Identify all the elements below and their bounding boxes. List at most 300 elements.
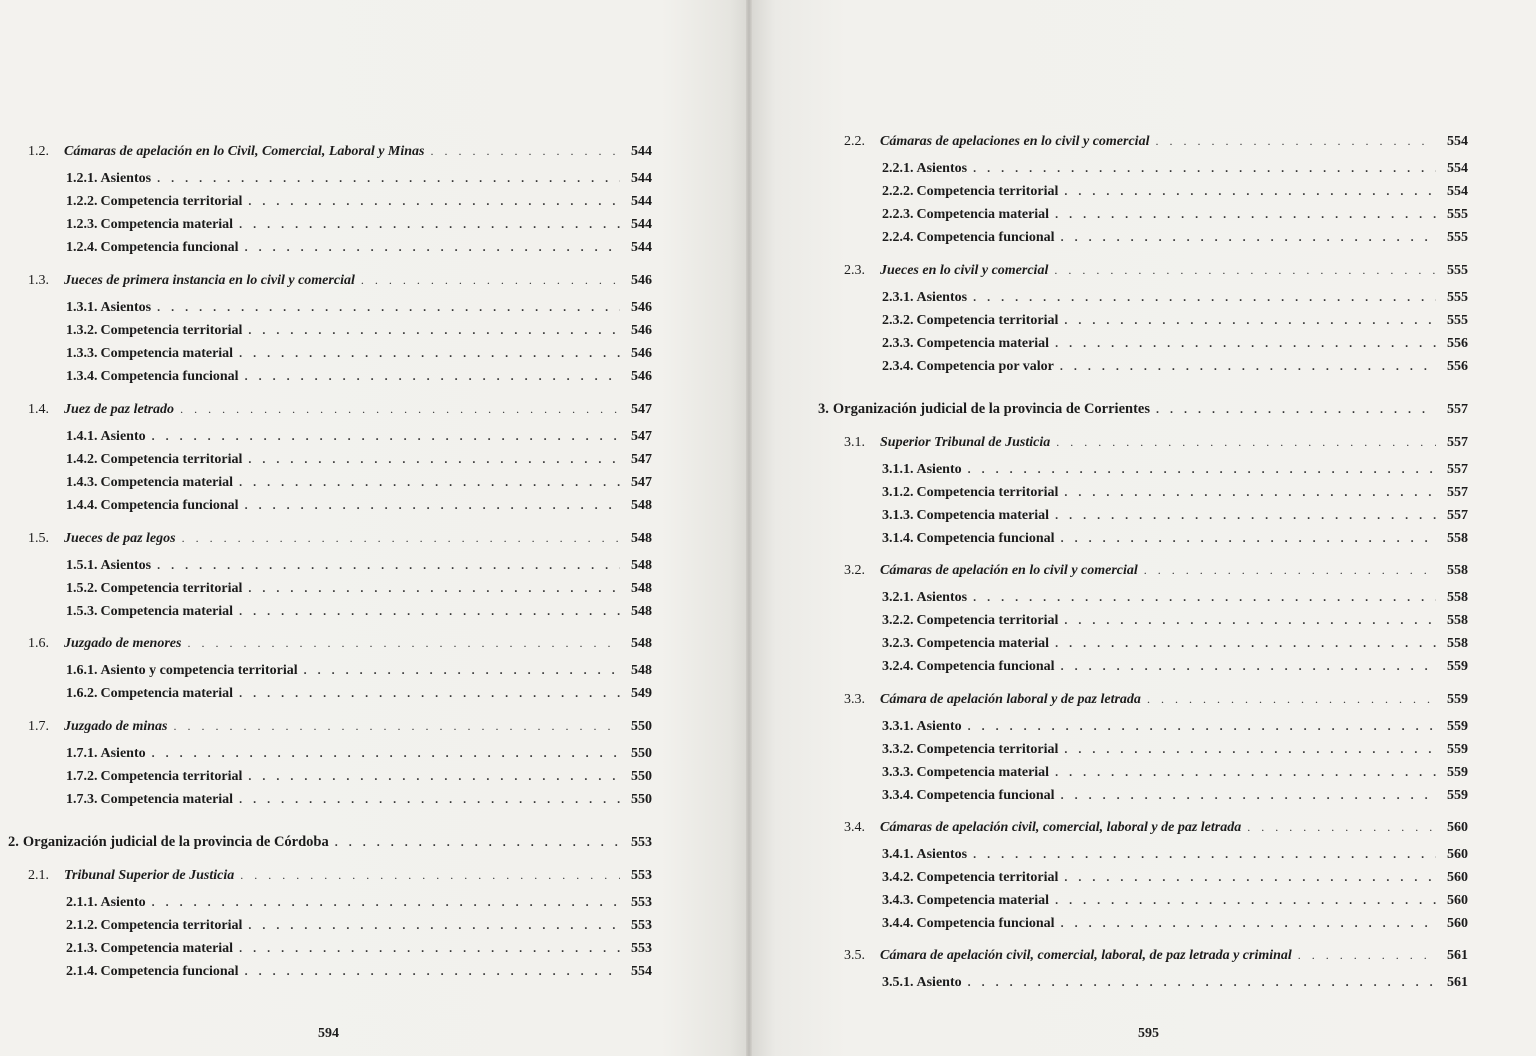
dot-leader [239,342,620,364]
dot-leader [248,914,620,936]
toc-entry [882,632,1468,654]
dot-leader [1061,784,1436,806]
toc-entry [66,448,652,470]
toc-entry-page: 546 [631,346,652,361]
toc-entry-number: 1.3.1. [66,300,98,315]
toc-entry-page: 558 [1447,531,1468,546]
toc-entry [66,342,652,364]
toc-entry-number: 3.1. [844,435,865,450]
toc-entry-title: Competencia territorial [916,613,1059,628]
toc-entry-number: 1.2.3. [66,217,98,232]
toc-entry [882,355,1468,377]
toc-entry-page: 547 [631,429,652,444]
dot-leader [1156,398,1436,420]
toc-entry-page: 550 [631,719,652,734]
toc-entry [882,180,1468,202]
toc-entry-number: 1.4. [28,402,49,417]
dot-leader [1298,944,1436,966]
toc-entry [66,554,652,576]
dot-leader [1064,609,1436,631]
dot-leader [1055,332,1436,354]
toc-entry-number: 1.7.3. [66,792,98,807]
toc-entry-title: Asientos [916,590,968,605]
dot-leader [973,586,1436,608]
dot-leader [1060,355,1436,377]
toc-entry-title: Competencia territorial [100,918,243,933]
dot-leader [335,831,620,853]
toc-entry-page: 553 [631,868,652,883]
dot-leader [1064,309,1436,331]
toc-entry-number: 3.3.1. [882,719,914,734]
toc-entry-title: Competencia territorial [916,184,1059,199]
toc-entry-title: Competencia territorial [916,485,1059,500]
toc-entry [66,742,652,764]
toc-entry-number: 1.4.2. [66,452,98,467]
toc-entry-title: Tribunal Superior de Justicia [64,868,235,883]
toc-entry-page: 544 [631,240,652,255]
dot-leader [239,682,620,704]
toc-entry [66,471,652,493]
toc-entry-title: Competencia por valor [916,359,1054,374]
toc-entry-title: Asiento [916,719,962,734]
toc-entry-title: Competencia territorial [100,769,243,784]
toc-entry-page: 559 [1447,659,1468,674]
toc-entry-number: 3.3. [844,692,865,707]
toc-entry [882,912,1468,934]
toc-entry-number: 2.3. [844,263,865,278]
toc-entry-title: Asientos [916,847,968,862]
dot-leader [304,659,620,681]
toc-entry-title: Competencia funcional [100,498,239,513]
toc-entry-page: 555 [1447,313,1468,328]
toc-entry [66,236,652,258]
toc-entry [882,655,1468,677]
dot-leader [248,190,620,212]
toc-entry-page: 547 [631,452,652,467]
toc-entry-page: 559 [1447,719,1468,734]
dot-leader [157,554,620,576]
toc-entry-title: Juzgado de minas [64,719,168,734]
toc-entry-page: 548 [631,636,652,651]
toc-entry-page: 553 [631,918,652,933]
toc-entry [66,960,652,982]
toc-entry-title: Asiento y competencia territorial [100,663,298,678]
toc-entry [844,431,1468,453]
toc-entry [882,481,1468,503]
toc-entry [66,937,652,959]
dot-leader [245,236,620,258]
toc-entry-number: 2. [8,834,19,850]
toc-entry-page: 550 [631,769,652,784]
toc-entry-number: 1.2.2. [66,194,98,209]
dot-leader [1064,180,1436,202]
dot-leader [1247,816,1436,838]
toc-entry-page: 548 [631,581,652,596]
toc-entry [66,577,652,599]
toc-entry-number: 1.3.3. [66,346,98,361]
toc-entry-number: 2.2. [844,134,865,149]
dot-leader [152,425,620,447]
toc-entry-title: Competencia material [916,207,1050,222]
toc-entry-number: 1.2.4. [66,240,98,255]
toc-entry [66,494,652,516]
dot-leader [1147,688,1436,710]
toc-entry-page: 553 [631,835,652,850]
toc-entry-page: 548 [631,531,652,546]
dot-leader [1061,912,1436,934]
toc-entry-number: 3.5. [844,948,865,963]
toc-entry [882,971,1468,993]
toc-entry [66,765,652,787]
toc-entry-title: Cámara de apelación laboral y de paz letrada [880,692,1141,707]
dot-leader [240,864,620,886]
toc-entry-title: Competencia territorial [916,870,1059,885]
toc-entry-number: 2.1. [28,868,49,883]
toc-entry-page: 548 [631,498,652,513]
toc-entry-title: Asiento [100,746,146,761]
dot-leader [1064,866,1436,888]
toc-entry-title: Jueces en lo civil y comercial [880,263,1049,278]
toc-entry-number: 3.1.3. [882,508,914,523]
toc-entry [66,891,652,913]
toc-entry [844,259,1468,281]
toc-entry-title: Competencia material [100,346,234,361]
dot-leader [239,213,620,235]
toc-entry [882,309,1468,331]
toc-entry-number: 3.4.4. [882,916,914,931]
toc-entry [882,332,1468,354]
dot-leader [1055,889,1436,911]
toc-entry-number: 3.3.2. [882,742,914,757]
toc-entry-number: 1.2. [28,144,49,159]
toc-entry [882,527,1468,549]
toc-entry-page: 548 [631,558,652,573]
toc-entry-number: 3.4. [844,820,865,835]
toc-entry-title: Asiento [100,429,146,444]
toc-entry-title: Competencia material [100,604,234,619]
toc-entry-page: 559 [1447,765,1468,780]
toc-entry-page: 544 [631,217,652,232]
toc-entry-number: 2.1.3. [66,941,98,956]
toc-entry-title: Juzgado de menores [64,636,182,651]
dot-leader [973,843,1436,865]
toc-entry-title: Competencia material [916,336,1050,351]
toc-entry [66,914,652,936]
toc-entry [28,140,652,162]
toc-entry-number: 1.3.2. [66,323,98,338]
dot-leader [968,458,1436,480]
toc-entry-title: Organización judicial de la provincia de Corrientes [832,401,1150,417]
toc-entry-page: 558 [1447,590,1468,605]
toc-entry-number: 2.2.2. [882,184,914,199]
toc-entry-title: Competencia material [916,636,1050,651]
toc-entry-title: Asientos [916,290,968,305]
toc-entry-title: Asientos [100,300,152,315]
dot-leader [239,600,620,622]
toc-entry-page: 560 [1447,847,1468,862]
toc-entry-page: 559 [1447,742,1468,757]
dot-leader [152,891,620,913]
toc-entry-page: 557 [1447,402,1468,417]
toc-entry-page: 546 [631,369,652,384]
dot-leader [245,494,620,516]
toc-entry-title: Competencia material [100,686,234,701]
toc-entry-number: 2.1.2. [66,918,98,933]
dot-leader [239,937,620,959]
toc-entry-page: 557 [1447,485,1468,500]
toc-entry-number: 3.3.3. [882,765,914,780]
toc-entry [882,226,1468,248]
toc-entry-title: Competencia material [100,217,234,232]
right-page [752,0,1536,1056]
toc-entry [882,761,1468,783]
toc-entry-number: 3.4.2. [882,870,914,885]
toc-entry-page: 561 [1447,948,1468,963]
toc-entry-title: Competencia funcional [916,916,1055,931]
dot-leader [1061,655,1436,677]
dot-leader [1055,761,1436,783]
dot-leader [1064,738,1436,760]
toc-entry-number: 3.1.2. [882,485,914,500]
dot-leader [1155,130,1436,152]
toc-entry-title: Cámaras de apelación civil, comercial, laboral y de paz letrada [880,820,1242,835]
dot-leader [1054,259,1436,281]
toc-entry-page: 544 [631,194,652,209]
toc-entry-title: Superior Tribunal de Justicia [880,435,1051,450]
toc-entry-page: 560 [1447,820,1468,835]
dot-leader [180,398,620,420]
toc-entry-page: 556 [1447,336,1468,351]
toc-entry [882,586,1468,608]
toc-entry [882,286,1468,308]
toc-entry [844,688,1468,710]
page-number-right: 595 [1138,1026,1159,1041]
toc-entry-number: 2.3.1. [882,290,914,305]
toc-entry-title: Competencia material [100,941,234,956]
toc-entry [8,831,652,853]
toc-entry [28,715,652,737]
dot-leader [157,167,620,189]
toc-entry [66,425,652,447]
dot-leader [239,788,620,810]
toc-entry-number: 2.2.4. [882,230,914,245]
toc-entry-title: Competencia funcional [100,369,239,384]
toc-entry-number: 1.5.1. [66,558,98,573]
dot-leader [182,527,620,549]
toc-entry-title: Competencia territorial [916,742,1059,757]
dot-leader [248,448,620,470]
toc-entry-title: Competencia funcional [916,788,1055,803]
toc-entry-number: 2.1.4. [66,964,98,979]
book-gutter [746,0,752,1056]
toc-entry-number: 2.3.4. [882,359,914,374]
toc-entry-page: 554 [1447,184,1468,199]
dot-leader [245,960,620,982]
toc-entry-page: 547 [631,475,652,490]
dot-leader [248,577,620,599]
toc-entry-page: 557 [1447,462,1468,477]
toc-entry-number: 1.3.4. [66,369,98,384]
toc-entry-page: 561 [1447,975,1468,990]
toc-entry-number: 1.2.1. [66,171,98,186]
toc-entry [28,632,652,654]
dot-leader [1055,632,1436,654]
toc-entry-number: 1.4.3. [66,475,98,490]
toc-entry-page: 558 [1447,636,1468,651]
toc-entry [28,269,652,291]
toc-entry-page: 557 [1447,508,1468,523]
toc-entry-page: 554 [631,964,652,979]
toc-entry-title: Competencia material [916,508,1050,523]
toc-entry [66,213,652,235]
toc-entry-title: Asientos [100,558,152,573]
toc-entry-number: 2.3.3. [882,336,914,351]
toc-entry-title: Cámaras de apelación en lo civil y comercial [880,563,1138,578]
toc-entry-title: Competencia material [100,475,234,490]
toc-entry-title: Cámaras de apelación en lo Civil, Comercial, Laboral y Minas [64,144,425,159]
dot-leader [248,319,620,341]
toc-entry-page: 559 [1447,692,1468,707]
dot-leader [968,715,1436,737]
toc-entry-title: Competencia territorial [100,452,243,467]
toc-entry-number: 3.4.1. [882,847,914,862]
toc-entry-number: 1.6.1. [66,663,98,678]
dot-leader [973,286,1436,308]
toc-entry [66,167,652,189]
toc-entry-page: 555 [1447,230,1468,245]
toc-entry-page: 544 [631,171,652,186]
dot-leader [1055,203,1436,225]
toc-entry-number: 1.5.2. [66,581,98,596]
toc-entry [844,559,1468,581]
toc-entry-number: 1.7. [28,719,49,734]
toc-entry [66,365,652,387]
toc-entry-title: Jueces de primera instancia en lo civil y comercial [64,273,355,288]
toc-entry-page: 544 [631,144,652,159]
dot-leader [152,742,620,764]
toc-entry [28,527,652,549]
toc-entry [882,715,1468,737]
toc-entry-number: 2.2.3. [882,207,914,222]
toc-entry-title: Asiento [100,895,146,910]
toc-entry-page: 549 [631,686,652,701]
toc-entry-number: 1.6. [28,636,49,651]
toc-entry [66,190,652,212]
toc-entry-page: 550 [631,746,652,761]
toc-entry [882,157,1468,179]
toc-entry-page: 558 [1447,563,1468,578]
toc-entry [882,866,1468,888]
toc-entry [28,398,652,420]
toc-entry-title: Organización judicial de la provincia de Córdoba [22,834,329,850]
toc-entry-page: 548 [631,604,652,619]
toc-entry-page: 557 [1447,435,1468,450]
toc-entry [844,816,1468,838]
toc-entry-title: Competencia territorial [100,323,243,338]
toc-entry-number: 2.2.1. [882,161,914,176]
toc-entry-title: Competencia funcional [916,531,1055,546]
toc-entry-title: Asientos [100,171,152,186]
toc-entry-page: 559 [1447,788,1468,803]
dot-leader [361,269,620,291]
dot-leader [1144,559,1436,581]
toc-entry-title: Competencia material [100,792,234,807]
toc-entry [882,504,1468,526]
toc-entry-title: Jueces de paz legos [64,531,176,546]
dot-leader [173,715,620,737]
toc-entry-page: 558 [1447,613,1468,628]
toc-entry-page: 560 [1447,893,1468,908]
toc-entry-title: Cámara de apelación civil, comercial, laboral, de paz letrada y criminal [880,948,1292,963]
toc-entry [66,682,652,704]
dot-leader [245,365,620,387]
toc-entry-page: 556 [1447,359,1468,374]
toc-entry-title: Asiento [916,975,962,990]
dot-leader [1055,504,1436,526]
dot-leader [1064,481,1436,503]
dot-leader [1056,431,1436,453]
dot-leader [157,296,620,318]
toc-entry [66,600,652,622]
toc-entry-title: Competencia material [916,893,1050,908]
toc-entry-page: 554 [1447,134,1468,149]
toc-entry [882,203,1468,225]
page-number-left: 594 [318,1026,339,1041]
toc-entry-page: 546 [631,273,652,288]
toc-entry [882,784,1468,806]
dot-leader [1061,527,1436,549]
dot-leader [239,471,620,493]
toc-entry [844,944,1468,966]
toc-entry-title: Competencia funcional [100,240,239,255]
toc-entry-title: Competencia territorial [916,313,1059,328]
toc-entry-page: 547 [631,402,652,417]
toc-entry-number: 1.6.2. [66,686,98,701]
toc-entry-number: 1.5. [28,531,49,546]
toc-entry-page: 560 [1447,870,1468,885]
toc-entry [882,843,1468,865]
dot-leader [431,140,621,162]
toc-entry-page: 553 [631,941,652,956]
toc-entry-title: Asientos [916,161,968,176]
dot-leader [968,971,1436,993]
toc-entry-page: 553 [631,895,652,910]
toc-entry [882,889,1468,911]
toc-entry-number: 1.5.3. [66,604,98,619]
toc-entry-number: 3.3.4. [882,788,914,803]
toc-entry-page: 550 [631,792,652,807]
toc-entry-title: Asiento [916,462,962,477]
toc-entry-number: 3.2.2. [882,613,914,628]
toc-entry-number: 3.4.3. [882,893,914,908]
toc-entry-page: 546 [631,300,652,315]
toc-entry-number: 3. [818,401,829,417]
toc-entry-number: 3.2.3. [882,636,914,651]
toc-entry [28,864,652,886]
toc-entry [882,609,1468,631]
toc-entry [818,398,1468,420]
toc-entry-number: 1.4.1. [66,429,98,444]
toc-entry-number: 2.1.1. [66,895,98,910]
toc-entry-number: 3.5.1. [882,975,914,990]
toc-entry [66,319,652,341]
toc-entry-number: 3.1.1. [882,462,914,477]
toc-entry-number: 3.2. [844,563,865,578]
toc-entry-title: Competencia funcional [916,230,1055,245]
toc-entry-page: 546 [631,323,652,338]
toc-entry-number: 1.7.2. [66,769,98,784]
toc-entry-number: 1.7.1. [66,746,98,761]
